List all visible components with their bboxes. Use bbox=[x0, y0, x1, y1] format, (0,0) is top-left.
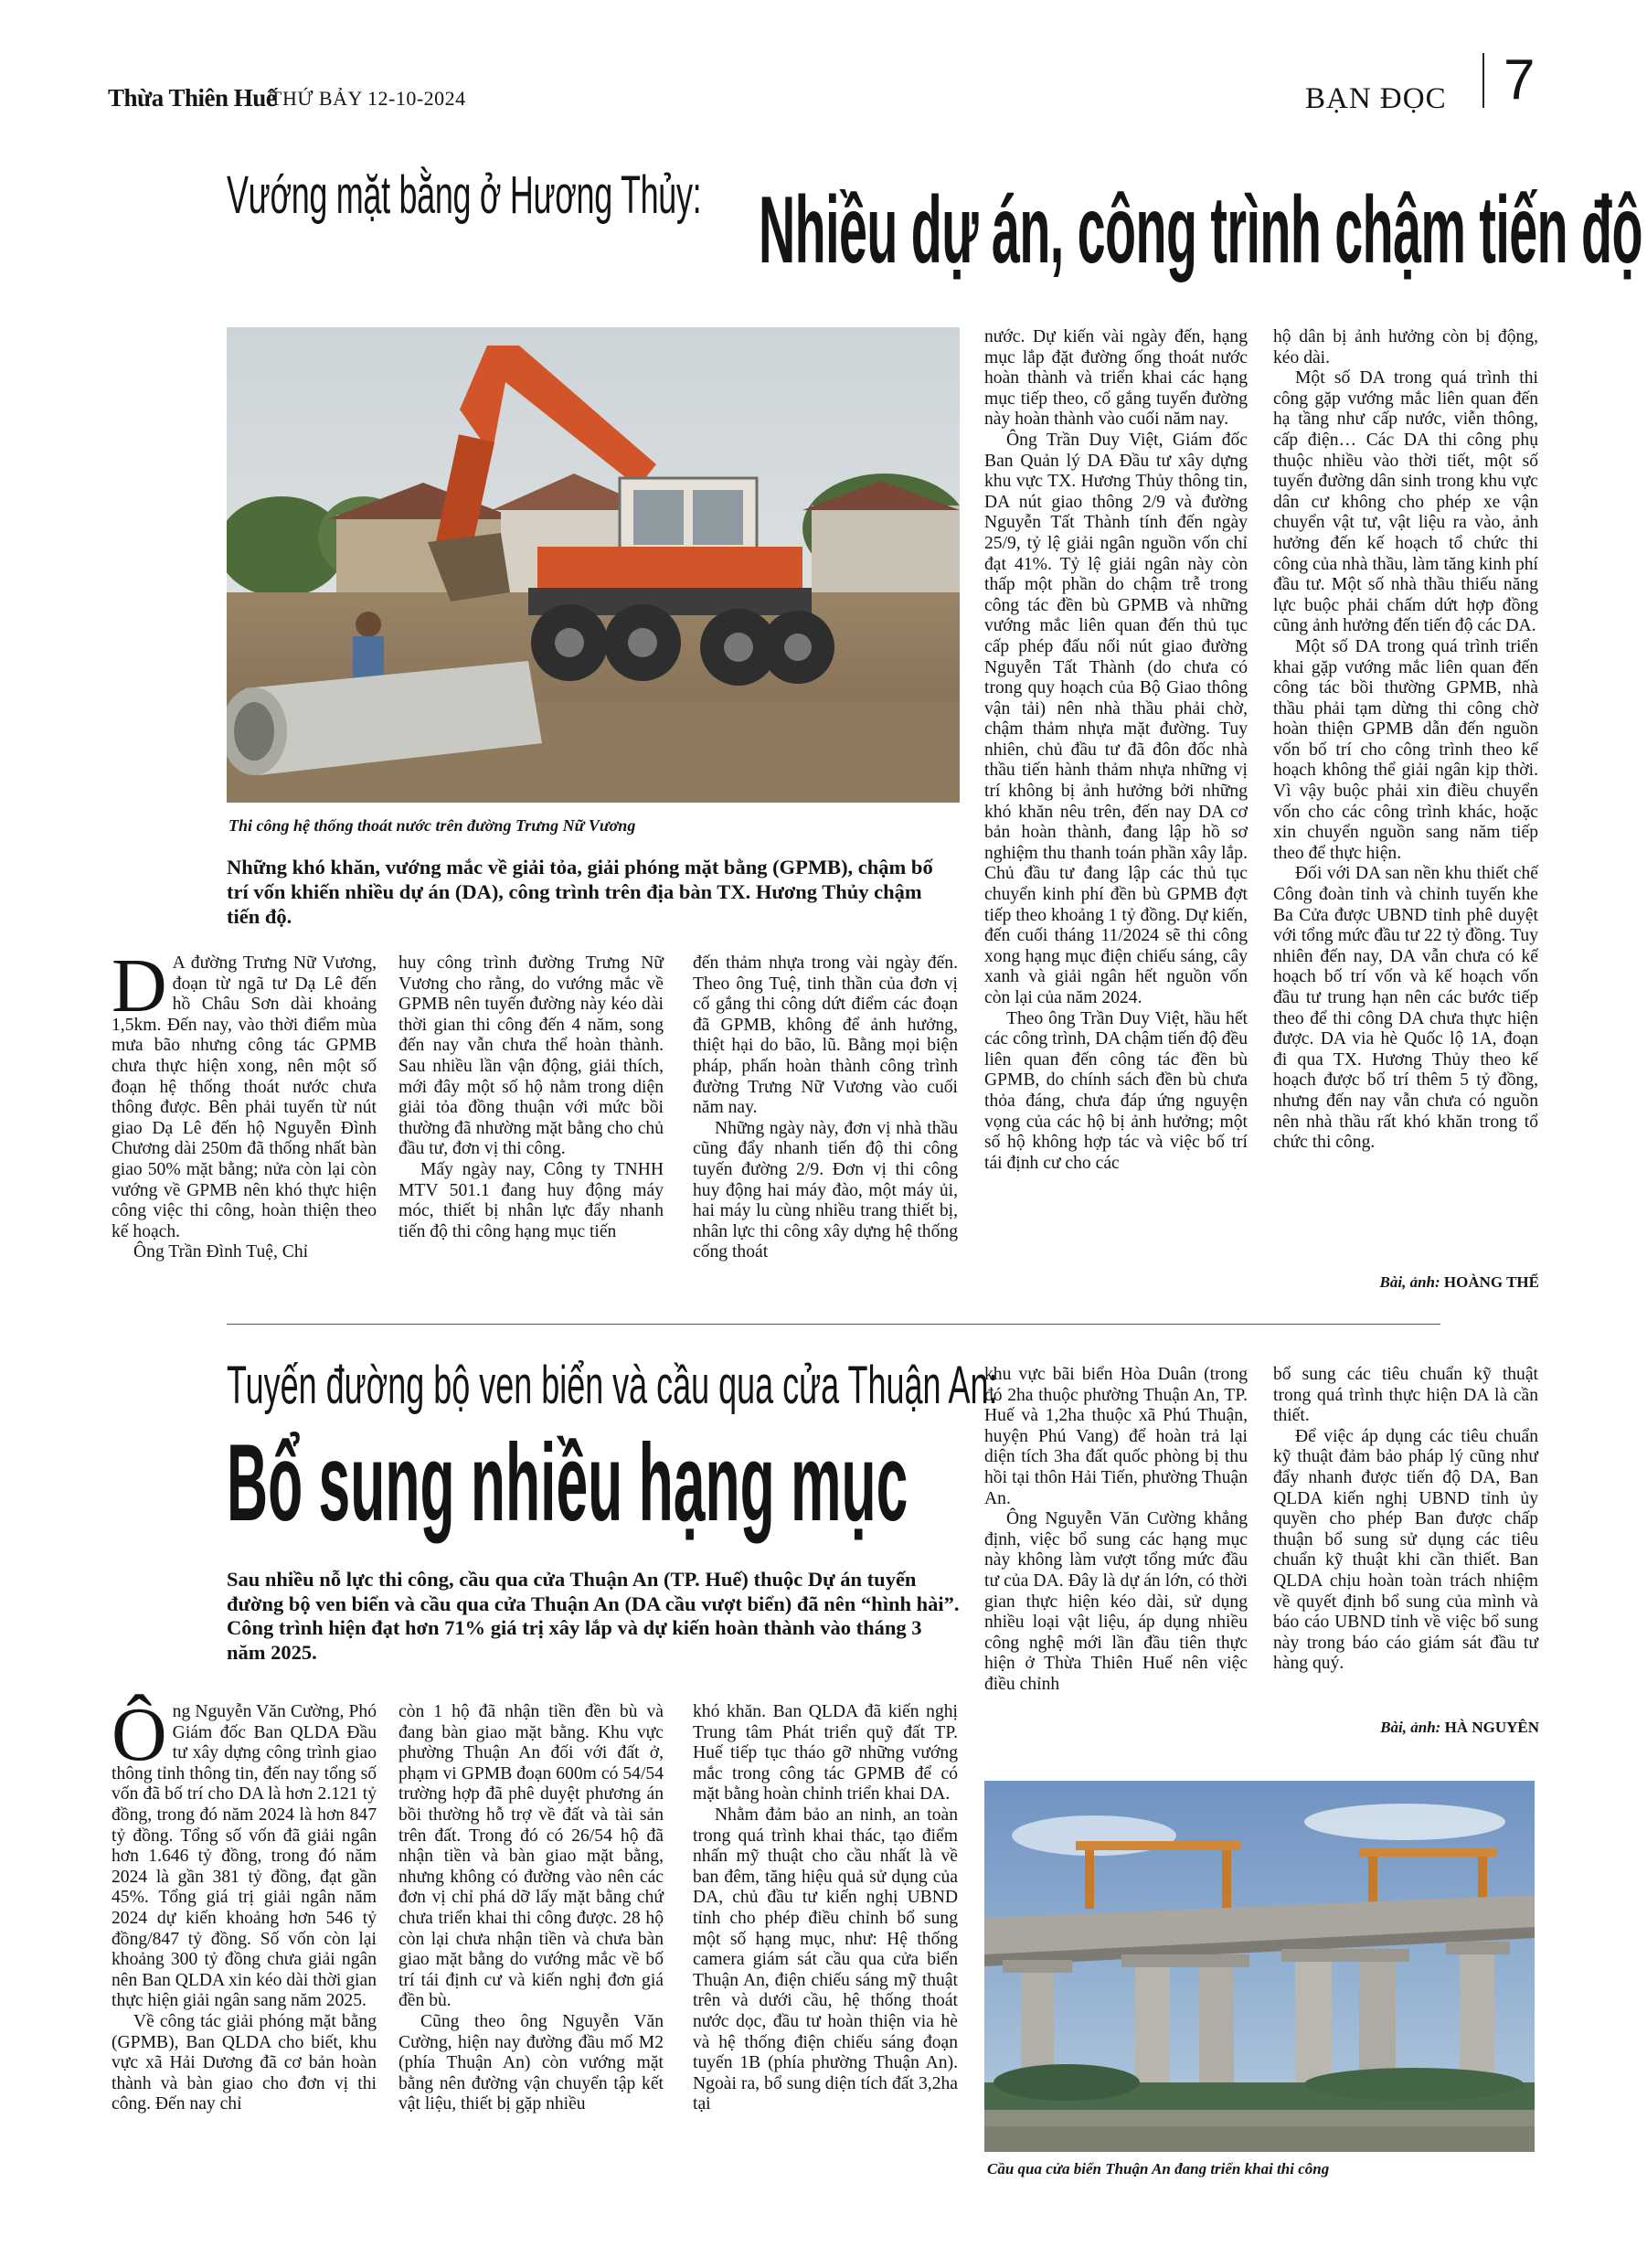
article1-paragraph: Mấy ngày nay, Công ty TNHH MTV 501.1 đang huy động máy móc, thiết bị nhân lực đẩy nhanh tiến độ thi công hạng mục tiến bbox=[398, 1159, 664, 1241]
article1-kicker: Vướng mặt bằng ở Hương Thủy: bbox=[227, 165, 702, 225]
issue-date: THỨ BẢY 12-10-2024 bbox=[270, 87, 466, 110]
article1-paragraph: đến thảm nhựa trong vài ngày đến. Theo ông Tuệ, tinh thần của đơn vị cố gắng thi công dứt điểm các đoạn đã GPMB, không để ảnh hưởng, thiệt hại do bão, lũ. Bằng mọi biện pháp, phấn hoàn thành công trình đường Trưng Nữ Vương vào cuối năm nay. bbox=[693, 953, 958, 1118]
article1-column-1 bbox=[112, 943, 377, 1263]
article2-kicker: Tuyến đường bộ ven biển và cầu qua cửa Thuận An: bbox=[227, 1356, 998, 1415]
article2-column-2 bbox=[398, 1702, 664, 2115]
article2-paragraph: khó khăn. Ban QLDA đã kiến nghị Trung tâm Phát triển quỹ đất TP. Huế tiếp tục tháo gỡ những vướng mắc trong công tác GPMB để có mặt bằng hoàn chỉnh triển khai DA. bbox=[693, 1702, 958, 1805]
article1-paragraph: Một số DA trong quá trình triển khai gặp vướng mắc liên quan đến công tác bồi thường GPMB, nhà thầu phải tạm dừng thi công chờ hoàn thiện GPMB dẫn đến nguồn vốn bố trí cho công trình theo kế hoạch không thể giải ngân kịp thời. Vì vậy buộc phải xin điều chuyển vốn cho các công trình khác, hoặc xin chuyển nguồn sang năm tiếp theo để thực hiện. bbox=[1273, 636, 1538, 863]
article1-headline: Nhiều dự án, công trình chậm tiến độ bbox=[759, 177, 1642, 283]
article2-paragraph: Ông Nguyễn Văn Cường khẳng định, việc bổ sung các hạng mục này không làm vượt tổng mức đầu tư của DA. Đây là dự án lớn, có thời gian thực hiện kéo dài, sử dụng nhiều loại vật liệu, áp dụng nhiều công nghệ mới lần đầu tiên thực hiện ở Thừa Thiên Huế nên việc điều chỉnh bbox=[984, 1509, 1248, 1694]
article2-column-1 bbox=[112, 1692, 377, 2115]
article1-column-3 bbox=[693, 953, 958, 1263]
article2-paragraph: Về công tác giải phóng mặt bằng (GPMB), Ban QLDA cho biết, khu vực xã Hải Dương đã cơ bản hoàn thành và bàn giao cho đơn vị thi công. Đến nay chỉ bbox=[112, 2011, 377, 2114]
article2-headline: Bổ sung nhiều hạng mục bbox=[227, 1421, 909, 1544]
article2-photo bbox=[984, 1781, 1535, 2152]
article2-sapo: Sau nhiều nỗ lực thi công, cầu qua cửa Thuận An (TP. Huế) thuộc Dự án tuyến đường bộ ven biển và cầu qua cửa Thuận An (DA cầu vượt biển) đã nên “hình hài”. Công trình hiện đạt hơn 71% giá trị xây lắp và dự kiến hoàn thành vào tháng 3 năm 2025. bbox=[227, 1568, 960, 1664]
article2-byline: Bài, ảnh: HÀ NGUYÊN bbox=[1380, 1719, 1539, 1736]
article2-column-5 bbox=[1273, 1365, 1538, 1675]
article1-dropcap: D bbox=[112, 943, 167, 1028]
article2-dropcap: Ô bbox=[112, 1692, 167, 1777]
article1-column-2 bbox=[398, 953, 664, 1242]
article2-column-3 bbox=[693, 1702, 958, 2115]
article2-paragraph: Ông Nguyễn Văn Cường, Phó Giám đốc Ban QLDA Đầu tư xây dựng công trình giao thông tỉnh thông tin, đến nay tổng số vốn đã bố trí cho DA là hơn 2.121 tỷ đồng, trong đó năm 2024 là hơn 847 tỷ đồng. Tổng số vốn đã giải ngân hơn 1.646 tỷ đồng, trong đó năm 2024 là gần 381 tỷ đồng, đạt gần 45%. Tổng giá trị giải ngân năm 2024 dự kiến khoảng hơn 546 tỷ đồng/847 tỷ đồng. Số vốn còn lại khoảng 300 tỷ đồng chưa giải ngân nên Ban QLDA xin kéo dài thời gian thực hiện giải ngân sang năm 2025. bbox=[112, 1692, 377, 2011]
article1-paragraph: Đối với DA san nền khu thiết chế Công đoàn tỉnh và chỉnh tuyến khe Ba Cửa được UBND tỉnh phê duyệt với tổng mức đầu tư 22 tỷ đồng. Tuy nhiên đến nay, DA vẫn chưa có kế hoạch bố trí vốn và kế hoạch vốn đầu tư trung hạn nên các bước tiếp theo để thi công DA chưa thực hiện được. DA via hè Quốc lộ 1A, đoạn đi qua TX. Hương Thủy theo kế hoạch được bố trí thêm 5 tỷ đồng, nhưng đến nay vẫn chưa có nguồn nên nhà thầu rất khó khăn trong tổ chức thi công. bbox=[1273, 864, 1538, 1153]
article2-paragraph: Để việc áp dụng các tiêu chuẩn kỹ thuật đảm bảo pháp lý cũng như đẩy nhanh được tiến độ DA, Ban QLDA kiến nghị UBND tỉnh ủy quyền cho phép Ban được chấp thuận bổ sung sử dụng các tiêu chuẩn kỹ thuật khi cần thiết. Ban QLDA chịu hoàn toàn trách nhiệm về quyết định bổ sung của mình và báo cáo UBND tỉnh về việc bổ sung này trong báo cáo giám sát đầu tư hàng quý. bbox=[1273, 1426, 1538, 1674]
article1-paragraph: D A đường Trưng Nữ Vương, đoạn từ ngã tư Dạ Lê đến hồ Châu Sơn dài khoảng 1,5km. Đến nay, vào thời điểm mùa mưa bão nhưng công tác GPMB chưa thực hiện xong, nên một số đoạn hệ thống thoát nước chưa thông được. Bên phải tuyến từ nút giao Dạ Lê đến hộ Nguyễn Đình Chương dài 250m đã thống nhất bàn giao 50% mặt bằng; nửa còn lại còn vướng về GPMB nên khó thực hiện công việc thi công, hoàn thiện theo kế hoạch. bbox=[112, 943, 377, 1241]
article1-paragraph: Ông Trần Duy Việt, Giám đốc Ban Quản lý DA Đầu tư xây dựng khu vực TX. Hương Thủy thông tin, DA nút giao thông 2/9 và đường Nguyễn Tất Thành tính đến ngày 25/9, tỷ lệ giải ngân nguồn vốn chỉ đạt 41%. Tỷ lệ giải ngân này còn thấp một phần do chậm trễ trong công tác đền bù GPMB và những vướng mắc liên quan đến thủ tục cấp phép đấu nối nút giao đường Nguyễn Tất Thành (do chưa có trong quy hoạch của Bộ Giao thông vận tải) nên nhà thầu phải chờ, chậm thảm nhựa mặt đường. Tuy nhiên, chủ đầu tư đã đôn đốc nhà thầu tiến hành thảm nhựa những vị trí không bị ảnh hưởng bởi những khó khăn nêu trên, đến nay DA cơ bản hoàn thành, đang lập hồ sơ nghiệm thu thanh toán phần xây lắp. Chủ đầu tư đang lập các thủ tục chuyển kinh phí đền bù GPMB đợt tiếp theo khoảng 1 tỷ đồng. Dự kiến, đến cuối tháng 11/2024 sẽ thi công xong hạng mục điện chiếu sáng, cây xanh và giải ngân hết nguồn vốn còn lại của năm 2024. bbox=[984, 430, 1248, 1007]
article2-paragraph: Cũng theo ông Nguyễn Văn Cường, hiện nay đường đầu mố M2 (phía Thuận An) còn vướng mặt bằng nên đường vận chuyển tập kết vật liệu, thiết bị gặp nhiều bbox=[398, 2011, 664, 2114]
article2-paragraph: bổ sung các tiêu chuẩn kỹ thuật trong quá trình thực hiện DA là cần thiết. bbox=[1273, 1365, 1538, 1426]
article1-paragraph: hộ dân bị ảnh hưởng còn bị động, kéo dài. bbox=[1273, 327, 1538, 367]
article2-author: HÀ NGUYÊN bbox=[1444, 1719, 1539, 1736]
header-divider bbox=[1482, 53, 1484, 108]
article1-column-4 bbox=[984, 327, 1248, 1174]
article2-column-4 bbox=[984, 1365, 1248, 1696]
article2-paragraph: còn 1 hộ đã nhận tiền đền bù và đang bàn giao mặt bằng. Khu vực phường Thuận An đối với đất ở, phạm vi GPMB đoạn 600m có 54/54 trường hợp đã phê duyệt phương án bồi thường hỗ trợ về đất và tài sản trên đất. Trong đó có 26/54 hộ đã nhận tiền và bàn giao mặt bằng, nhưng không có đường vào nên các đơn vị chỉ phá dỡ lấy mặt bằng chứ chưa triển khai thi công được. 28 hộ còn lại chưa nhận tiền và chưa bàn giao mặt bằng do vướng mắc về bố trí tái định cư và kiến nghị đơn giá đền bù. bbox=[398, 1702, 664, 2011]
article1-paragraph: nước. Dự kiến vài ngày đến, hạng mục lắp đặt đường ống thoát nước hoàn thành và triển khai các hạng mục tiếp theo, cố gắng tuyến đường này hoàn thành vào cuối năm nay. bbox=[984, 327, 1248, 430]
article2-paragraph: Nhằm đảm bảo an ninh, an toàn trong quá trình khai thác, tạo điểm nhấn mỹ thuật cho cầu nhất là về ban đêm, tăng hiệu quả sử dụng của DA, chủ đầu tư kiến nghị UBND tỉnh cho phép điều chỉnh bổ sung một số hạng mục, như: Hệ thống camera giám sát cầu qua cửa biển Thuận An, điện chiếu sáng mỹ thuật trên và dưới cầu, hệ thống thoát nước dọc, đầu tư hoàn thiện via hè và hệ thống điện chiếu sáng đoạn tuyến 1B (phía phường Thuận An). Ngoài ra, bổ sung diện tích đất 3,2ha tại bbox=[693, 1805, 958, 2114]
article1-paragraph: Ông Trần Đình Tuệ, Chỉ bbox=[133, 1242, 309, 1262]
article1-paragraph: huy công trình đường Trưng Nữ Vương cho rằng, do vướng mắc về GPMB nên tuyến đường này kéo dài thời gian thi công đến 4 năm, song đến nay vẫn chưa thể hoàn thành. Sau nhiều lần vận động, giải thích, mới đây một số hộ nằm trong diện giải tỏa đồng thuận với mức bồi thường đã nhường mặt bằng cho chủ đầu tư, đơn vị thi công. bbox=[398, 953, 664, 1159]
article1-byline: Bài, ảnh: HOÀNG THỂ bbox=[1379, 1273, 1539, 1291]
page-number: 7 bbox=[1504, 48, 1535, 112]
article1-paragraph: Những ngày này, đơn vị nhà thầu cũng đẩy nhanh tiến độ thi công tuyến đường 2/9. Đơn vị thi công huy động hai máy đào, một máy ủi, hai máy lu cùng nhiều trang thiết bị, nhân lực thi công xây dựng hệ thống cống thoát bbox=[693, 1118, 958, 1262]
article2-photo-caption: Cầu qua cửa biển Thuận An đang triển khai thi công bbox=[987, 2160, 1330, 2177]
article1-sapo: Những khó khăn, vướng mắc về giải tỏa, giải phóng mặt bằng (GPMB), chậm bố trí vốn khiến nhiều dự án (DA), công trình trên địa bàn TX. Hương Thủy chậm tiến độ. bbox=[227, 856, 933, 928]
article-divider bbox=[227, 1324, 1440, 1325]
article1-column-5 bbox=[1273, 327, 1538, 1154]
newspaper-name: Thừa Thiên Huế bbox=[108, 84, 277, 112]
article1-author: HOÀNG THỂ bbox=[1443, 1273, 1539, 1291]
article1-photo bbox=[227, 327, 960, 803]
article1-paragraph: Một số DA trong quá trình thi công gặp vướng mắc liên quan đến hạ tầng như cấp nước, viễn thông, cấp điện… Các DA thi công phụ thuộc nhiều vào thời tiết, một số tuyến đường dân sinh trong khu vực dân cư không cho phép xe vận chuyển vật tư, vật liệu ra vào, ảnh hưởng đến kế hoạch tổ chức thi công của nhà thầu, làm tăng kinh phí đầu tư. Một số nhà thầu thiếu năng lực buộc phải chấm dứt hợp đồng cũng ảnh hưởng đến tiến độ các DA. bbox=[1273, 368, 1538, 636]
article1-photo-caption: Thi công hệ thống thoát nước trên đường Trưng Nữ Vương bbox=[228, 816, 636, 835]
article2-paragraph: khu vực bãi biển Hòa Duân (trong đó 2ha thuộc phường Thuận An, TP. Huế và 1,2ha thuộc xã Phú Thuận, huyện Phú Vang) để hoàn trả lại diện tích 3ha đất quốc phòng bị thu hồi tại thôn Hải Tiến, phường Thuận An. bbox=[984, 1365, 1248, 1508]
article1-paragraph: Theo ông Trần Duy Việt, hầu hết các công trình, DA chậm tiến độ đều liên quan đến công tác đền bù GPMB, do chính sách đền bù chưa thỏa đáng, chưa đáp ứng nguyện vọng của các hộ bị ảnh hưởng; một số hộ không hợp tác và việc bố trí tái định cư cho các bbox=[984, 1008, 1248, 1173]
section-name: BẠN ĐỌC bbox=[1305, 82, 1447, 115]
